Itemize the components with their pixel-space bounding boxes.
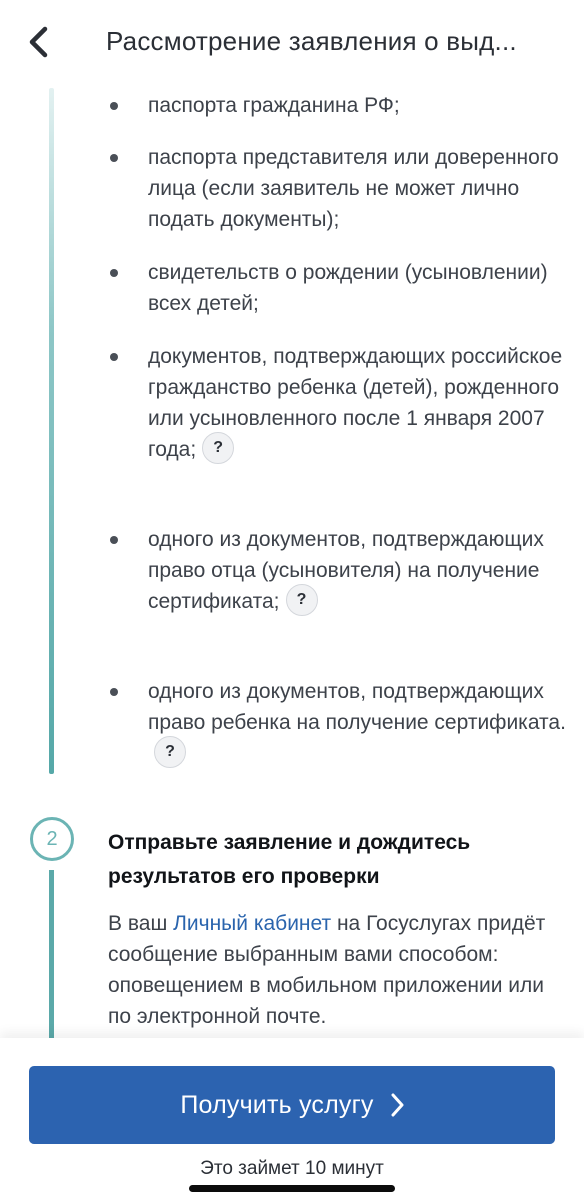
step-number-badge: 2 <box>30 817 74 861</box>
chevron-left-icon <box>27 26 49 63</box>
bullet-icon <box>110 353 118 361</box>
list-item-text: свидетельств о рождении (усыновлении) всех детей; <box>148 261 548 315</box>
page-title: Рассмотрение заявления о выд... <box>106 26 517 56</box>
content-area[interactable] <box>0 88 584 1038</box>
home-indicator[interactable] <box>189 1185 395 1192</box>
list-item-text: одного из документов, подтверждающих право отца (усыновителя) на получение сертификата; <box>148 528 544 613</box>
list-item-text: документов, подтверждающих российское гражданство ребенка (детей), рожденного или усыновленного после 1 января 2007 года; <box>148 345 563 461</box>
bullet-icon <box>110 102 118 110</box>
timeline-line <box>49 870 54 1038</box>
chevron-right-icon <box>390 1093 404 1117</box>
list-item-text: одного из документов, подтверждающих право ребенка на получение сертификата. <box>148 680 566 734</box>
get-service-label: Получить услугу <box>180 1090 374 1119</box>
bullet-icon <box>110 688 118 696</box>
get-service-button[interactable] <box>29 1066 555 1144</box>
personal-account-link[interactable]: Личный кабинет <box>173 912 332 935</box>
list-item-text: паспорта представителя или доверенного лица (если заявитель не может лично подать документы); <box>148 146 559 231</box>
duration-text: Это займет 10 минут <box>200 1158 384 1179</box>
timeline-line <box>49 88 54 774</box>
help-button[interactable]: ? <box>202 432 234 464</box>
help-button[interactable]: ? <box>286 584 318 616</box>
bottom-action-panel <box>0 1038 584 1200</box>
bullet-icon <box>110 269 118 277</box>
back-button[interactable] <box>18 22 58 66</box>
bullet-icon <box>110 154 118 162</box>
step-description: В ваш Личный кабинет на Госуслугах придёт сообщение выбранным вами способом: оповещением в мобильном приложении или по электронной почте. <box>108 912 546 1028</box>
step-title: Отправьте заявление и дождитесь результатов его проверки <box>108 831 471 888</box>
header <box>0 0 584 88</box>
list-item-text: паспорта гражданина РФ; <box>148 94 400 117</box>
help-button[interactable]: ? <box>154 736 186 768</box>
bullet-icon <box>110 536 118 544</box>
